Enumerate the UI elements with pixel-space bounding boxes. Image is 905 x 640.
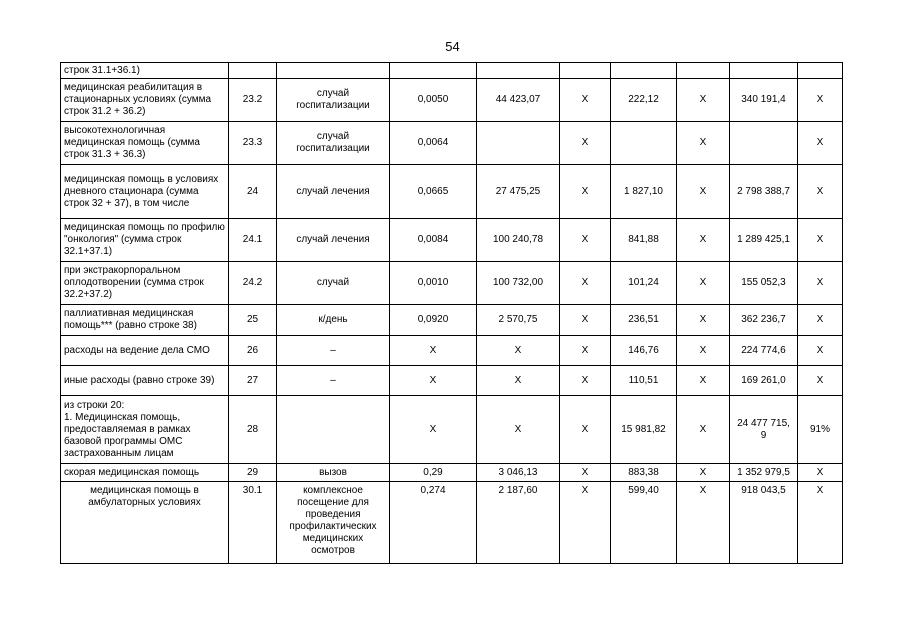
row-col9: 1 352 979,5: [730, 464, 798, 482]
row-col6: X: [560, 464, 611, 482]
row-col6: X: [560, 336, 611, 366]
row-norm: 0,0050: [390, 79, 477, 122]
row-col8: X: [677, 336, 730, 366]
table-row: [61, 464, 843, 482]
row-norm: X: [390, 396, 477, 464]
row-col10: X: [798, 79, 843, 122]
row-col7: 236,51: [611, 305, 677, 336]
row-name: расходы на ведение дела СМО: [61, 336, 229, 366]
row-col7: 146,76: [611, 336, 677, 366]
row-col8: X: [677, 262, 730, 305]
row-name: при экстракорпоральном оплодотворении (сумма строк 32.2+37.2): [61, 262, 229, 305]
row-unit: –: [277, 336, 390, 366]
row-col10: X: [798, 482, 843, 564]
row-col9: 169 261,0: [730, 366, 798, 396]
table-row: [61, 262, 843, 305]
row-col6: X: [560, 482, 611, 564]
row-col7: [611, 122, 677, 165]
row-name: медицинская помощь в условиях дневного стационара (сумма строк 32 + 37), в том числе: [61, 165, 229, 219]
row-col10: X: [798, 165, 843, 219]
row-name: медицинская реабилитация в стационарных условиях (сумма строк 31.2 + 36.2): [61, 79, 229, 122]
row-norm: 0,0064: [390, 122, 477, 165]
row-col8: X: [677, 305, 730, 336]
row-col9: 155 052,3: [730, 262, 798, 305]
row-unit: случай лечения: [277, 219, 390, 262]
row-col8: X: [677, 219, 730, 262]
row-cost: 27 475,25: [477, 165, 560, 219]
row-col9: 918 043,5: [730, 482, 798, 564]
row-col8: X: [677, 482, 730, 564]
row-col6: X: [560, 122, 611, 165]
row-code: 23.3: [229, 122, 277, 165]
row-col8: [677, 63, 730, 79]
row-cost: [477, 122, 560, 165]
table-row: [61, 336, 843, 366]
row-name: из строки 20: 1. Медицинская помощь, предоставляемая в рамках базовой программы ОМС застрахованным лицам: [61, 396, 229, 464]
row-norm: [390, 63, 477, 79]
row-cost: X: [477, 396, 560, 464]
row-unit: к/день: [277, 305, 390, 336]
row-norm: 0,29: [390, 464, 477, 482]
row-code: 24.2: [229, 262, 277, 305]
row-col9: 362 236,7: [730, 305, 798, 336]
row-unit: случай: [277, 262, 390, 305]
row-cost: 2 570,75: [477, 305, 560, 336]
row-col10: X: [798, 305, 843, 336]
row-cost: X: [477, 336, 560, 366]
row-code: 24.1: [229, 219, 277, 262]
row-cost: 44 423,07: [477, 79, 560, 122]
row-code: 29: [229, 464, 277, 482]
row-col6: X: [560, 366, 611, 396]
row-norm: X: [390, 366, 477, 396]
row-col10: X: [798, 464, 843, 482]
row-col9: 224 774,6: [730, 336, 798, 366]
row-col7: 841,88: [611, 219, 677, 262]
table-row: [61, 122, 843, 165]
row-norm: 0,274: [390, 482, 477, 564]
table-row: [61, 366, 843, 396]
row-code: 27: [229, 366, 277, 396]
row-name: медицинская помощь в амбулаторных условиях: [61, 482, 229, 564]
row-code: 30.1: [229, 482, 277, 564]
row-col7: 101,24: [611, 262, 677, 305]
table-row: [61, 219, 843, 262]
row-col7: 1 827,10: [611, 165, 677, 219]
row-col9: [730, 122, 798, 165]
row-col7: 15 981,82: [611, 396, 677, 464]
row-col8: X: [677, 396, 730, 464]
row-norm: 0,0084: [390, 219, 477, 262]
table-row: [61, 165, 843, 219]
row-norm: 0,0665: [390, 165, 477, 219]
row-col9: 24 477 715, 9: [730, 396, 798, 464]
row-code: [229, 63, 277, 79]
row-col9: [730, 63, 798, 79]
page-number: 54: [445, 39, 460, 54]
row-unit: случай госпитализации: [277, 79, 390, 122]
row-col10: X: [798, 366, 843, 396]
row-unit: [277, 63, 390, 79]
row-col6: X: [560, 396, 611, 464]
row-col8: X: [677, 122, 730, 165]
table-row: [61, 63, 843, 79]
row-col6: X: [560, 165, 611, 219]
row-col8: X: [677, 165, 730, 219]
row-col7: 883,38: [611, 464, 677, 482]
row-col7: 599,40: [611, 482, 677, 564]
row-col6: [560, 63, 611, 79]
row-code: 26: [229, 336, 277, 366]
row-cost: [477, 63, 560, 79]
row-name: высокотехнологичная медицинская помощь (сумма строк 31.3 + 36.3): [61, 122, 229, 165]
row-unit: –: [277, 366, 390, 396]
row-col6: X: [560, 305, 611, 336]
row-cost: 100 732,00: [477, 262, 560, 305]
row-col10: X: [798, 262, 843, 305]
row-name: скорая медицинская помощь: [61, 464, 229, 482]
row-col10: X: [798, 122, 843, 165]
row-code: 28: [229, 396, 277, 464]
row-col9: 2 798 388,7: [730, 165, 798, 219]
row-col10: [798, 63, 843, 79]
row-col7: [611, 63, 677, 79]
row-norm: X: [390, 336, 477, 366]
row-code: 23.2: [229, 79, 277, 122]
row-norm: 0,0920: [390, 305, 477, 336]
row-code: 25: [229, 305, 277, 336]
row-col8: X: [677, 366, 730, 396]
row-col10: X: [798, 336, 843, 366]
row-cost: 3 046,13: [477, 464, 560, 482]
row-col6: X: [560, 219, 611, 262]
row-cost: X: [477, 366, 560, 396]
row-col10: X: [798, 219, 843, 262]
row-col6: X: [560, 262, 611, 305]
row-col9: 1 289 425,1: [730, 219, 798, 262]
row-col7: 222,12: [611, 79, 677, 122]
row-col10: 91%: [798, 396, 843, 464]
row-unit: вызов: [277, 464, 390, 482]
row-unit: случай госпитализации: [277, 122, 390, 165]
row-unit: случай лечения: [277, 165, 390, 219]
table-row: [61, 79, 843, 122]
row-col8: X: [677, 464, 730, 482]
table-row: [61, 396, 843, 464]
row-norm: 0,0010: [390, 262, 477, 305]
row-code: 24: [229, 165, 277, 219]
row-unit: [277, 396, 390, 464]
row-col9: 340 191,4: [730, 79, 798, 122]
row-col8: X: [677, 79, 730, 122]
row-col6: X: [560, 79, 611, 122]
row-cost: 2 187,60: [477, 482, 560, 564]
row-name: медицинская помощь по профилю "онкология" (сумма строк 32.1+37.1): [61, 219, 229, 262]
row-name: строк 31.1+36.1): [61, 63, 229, 79]
table-row: [61, 305, 843, 336]
row-cost: 100 240,78: [477, 219, 560, 262]
table-row: [61, 482, 843, 564]
row-col7: 110,51: [611, 366, 677, 396]
row-unit: комплексное посещение для проведения профилактических медицинских осмотров: [277, 482, 390, 564]
row-name: паллиативная медицинская помощь*** (равно строке 38): [61, 305, 229, 336]
data-table: [60, 62, 843, 564]
row-name: иные расходы (равно строке 39): [61, 366, 229, 396]
